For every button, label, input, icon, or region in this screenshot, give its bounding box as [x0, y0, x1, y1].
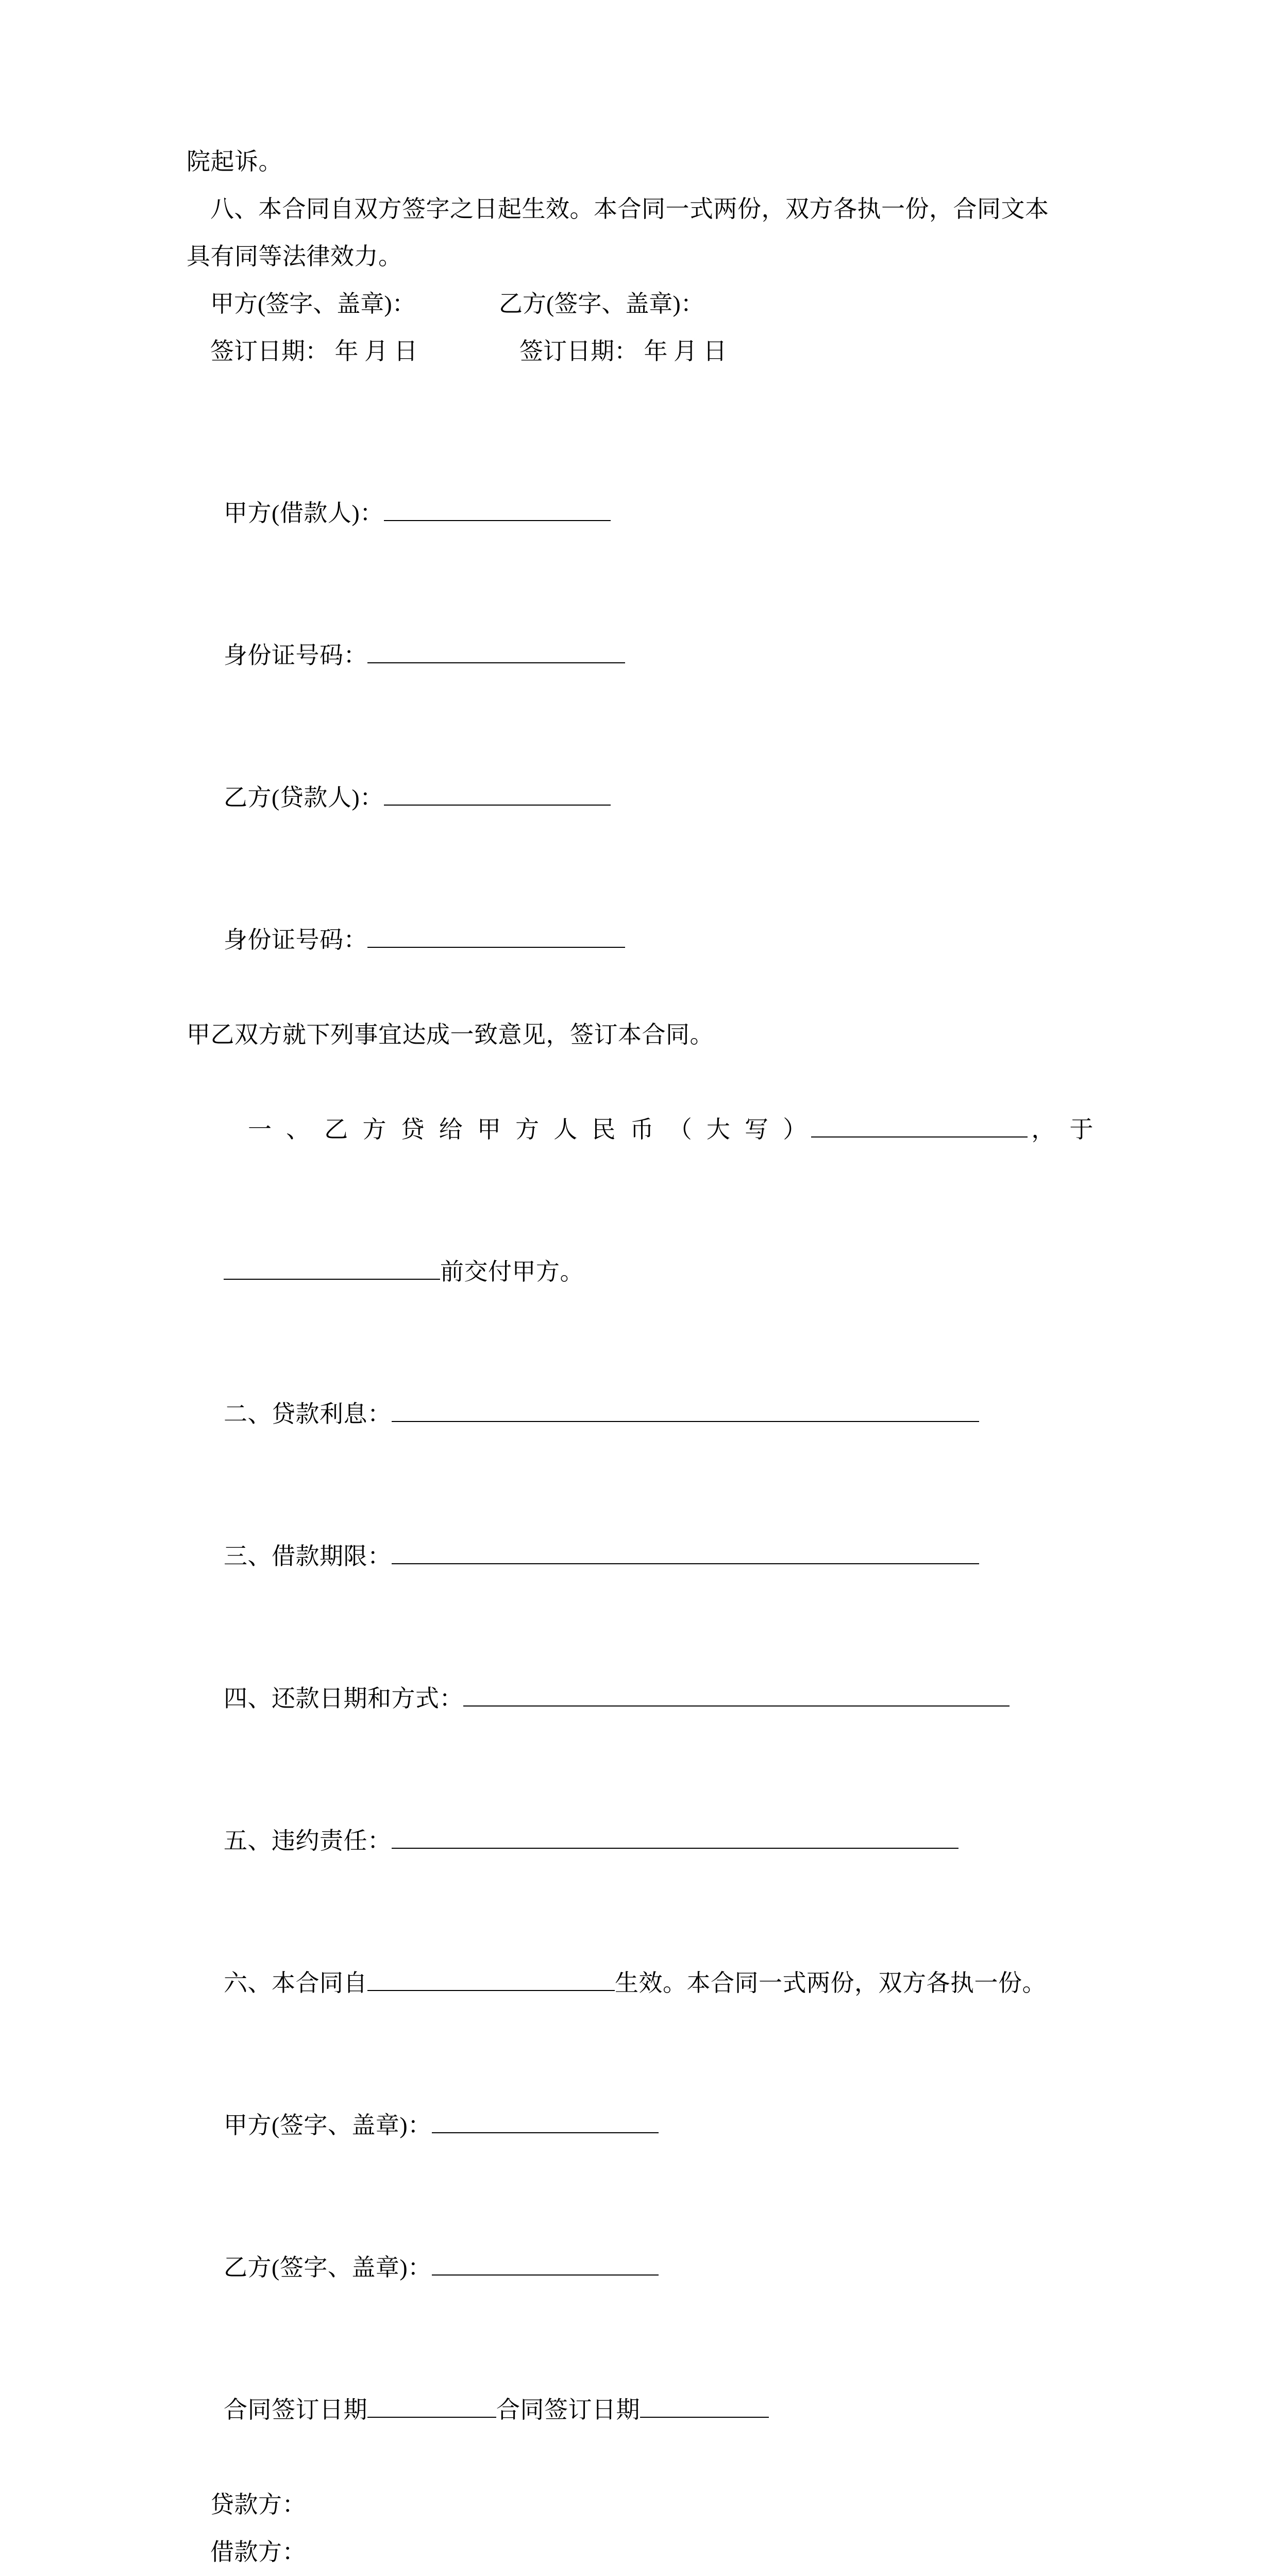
loan-term-input[interactable] — [392, 1541, 979, 1564]
clause-eight-line2: 具有同等法律效力。 — [187, 243, 402, 270]
party-a-signature-label: 甲方(签字、盖章)： — [210, 291, 416, 317]
clause-one-line2 — [187, 1201, 1094, 1343]
signature-row-parties — [187, 280, 1094, 328]
party-b-sign-date-label: 签订日期： 年 月 日 — [519, 338, 727, 364]
field-sign-party-b — [187, 2197, 1094, 2339]
clause-three-term — [187, 1485, 1094, 1628]
paragraph-agreement: 甲乙双方就下列事宜达成一致意见，签订本合同。 — [187, 1022, 714, 1048]
id-b-label: 身份证号码： — [224, 927, 367, 953]
clause-eight-line1: 八、本合同自双方签字之日起生效。本合同一式两份，双方各执一份，合同文本 — [210, 196, 1049, 222]
sign-party-a-label: 甲方(签字、盖章)： — [224, 2112, 432, 2138]
contract-date-label-1: 合同签订日期 — [224, 2397, 367, 2423]
id-a-input[interactable] — [367, 640, 625, 663]
clause-one-text-part1: 一 、 乙 方 贷 给 甲 方 人 民 币 （ 大 写 ） — [247, 1116, 811, 1143]
clause-five-liability — [187, 1770, 1094, 1912]
field-party-b-lender — [187, 727, 1094, 869]
delivery-date-input[interactable] — [224, 1256, 440, 1280]
clause-four-label: 四、还款日期和方式： — [224, 1685, 463, 1712]
field-contract-dates — [187, 2339, 1094, 2481]
clause-one-text-part2: ， 于 — [1027, 1116, 1094, 1143]
field-id-a — [187, 584, 1094, 727]
liability-input[interactable] — [392, 1825, 959, 1849]
contract-date-label-2: 合同签订日期 — [496, 2397, 640, 2423]
field-id-b — [187, 869, 1094, 1011]
party-a-sign-date-label: 签订日期： 年 月 日 — [210, 338, 418, 364]
contract-date-input-1[interactable] — [367, 2394, 496, 2418]
contract-date-input-2[interactable] — [640, 2394, 769, 2418]
party-b-lender-label: 乙方(贷款人)： — [224, 784, 384, 811]
sign-party-b-input[interactable] — [432, 2252, 659, 2276]
paragraph-court-sue: 院起诉。 — [187, 148, 282, 175]
sign-party-a-input[interactable] — [432, 2110, 659, 2133]
sign-party-b-label: 乙方(签字、盖章)： — [224, 2254, 432, 2281]
effective-date-input[interactable] — [367, 1967, 615, 1991]
clause-one-line1 — [187, 1059, 1094, 1201]
section-spacer — [187, 375, 1094, 442]
interest-input[interactable] — [392, 1398, 979, 1422]
id-b-input[interactable] — [367, 924, 625, 948]
signature-row-dates — [187, 328, 1094, 375]
party-b-signature-label: 乙方(签字、盖章)： — [499, 291, 704, 317]
field-sign-party-a — [187, 2054, 1094, 2197]
field-lender: 贷款方： — [210, 2491, 306, 2518]
party-b-lender-input[interactable] — [384, 782, 611, 806]
repayment-input[interactable] — [463, 1683, 1010, 1707]
clause-six-label-part2: 生效。本合同一式两份，双方各执一份。 — [615, 1970, 1046, 1996]
party-a-borrower-label: 甲方(借款人)： — [224, 500, 384, 526]
loan-amount-input[interactable] — [811, 1114, 1028, 1138]
clause-two-interest — [187, 1343, 1094, 1485]
clause-two-label: 二、贷款利息： — [224, 1401, 392, 1427]
clause-three-label: 三、借款期限： — [224, 1543, 392, 1569]
clause-four-repayment — [187, 1628, 1094, 1770]
clause-six-effective — [187, 1912, 1094, 2054]
clause-one-text-part3: 前交付甲方。 — [440, 1259, 584, 1285]
clause-six-label-part1: 六、本合同自 — [224, 1970, 367, 1996]
party-a-borrower-input[interactable] — [384, 497, 611, 521]
field-borrower: 借款方： — [210, 2539, 306, 2565]
clause-five-label: 五、违约责任： — [224, 1828, 392, 1854]
document-body — [187, 138, 1094, 2576]
field-party-a-borrower — [187, 442, 1094, 584]
id-a-label: 身份证号码： — [224, 642, 367, 668]
